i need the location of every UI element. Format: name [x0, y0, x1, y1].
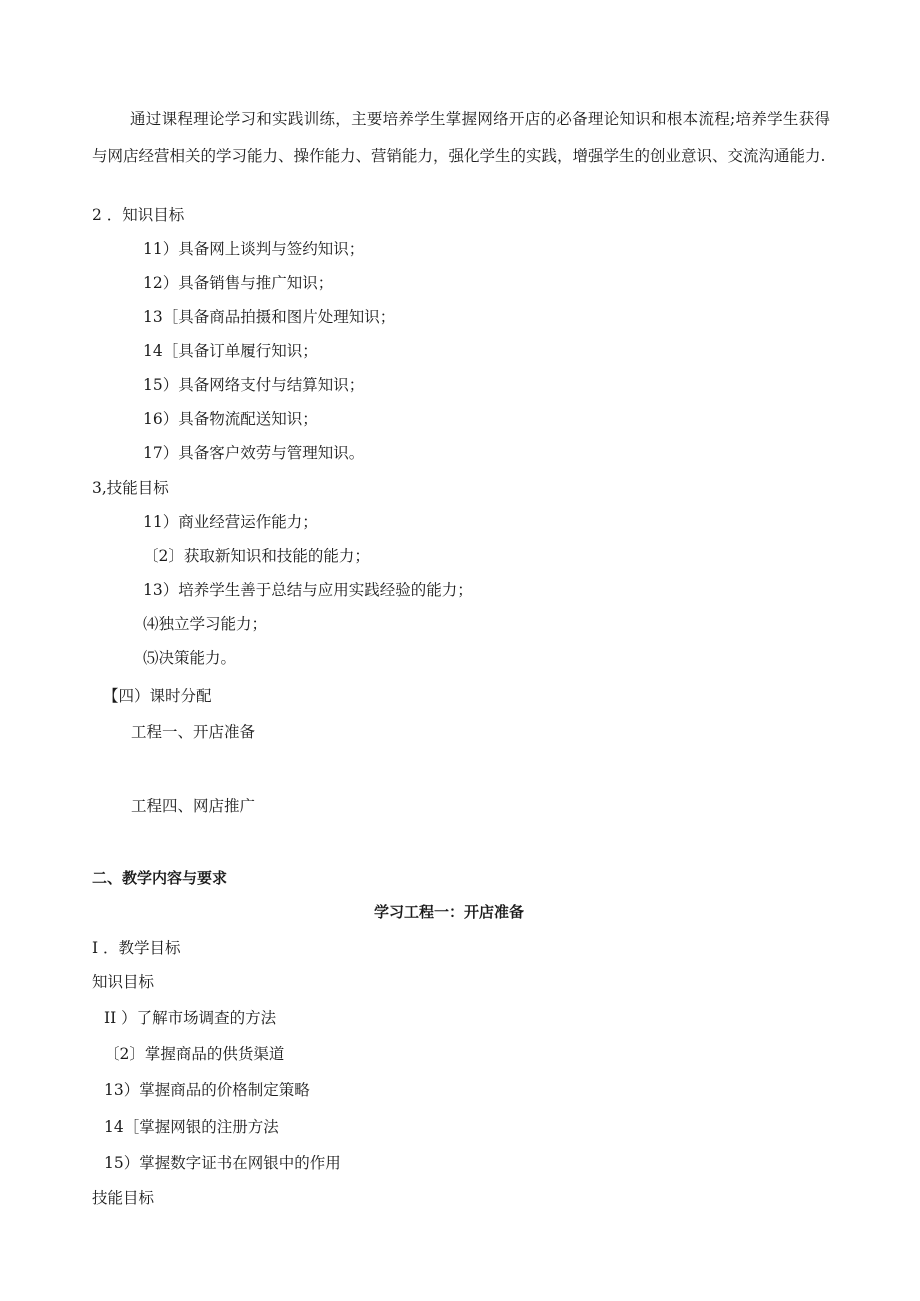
- section-heading: 二、教学内容与要求: [92, 869, 228, 887]
- skill-goal-item: 11）商业经营运作能力；: [143, 513, 318, 531]
- skill-goal-item: 13）培养学生善于总结与应用实践经验的能力；: [143, 581, 473, 599]
- knowledge-goal-item: 14［具备订单履行知识；: [143, 342, 318, 360]
- teaching-goals-heading: I ．教学目标: [92, 939, 181, 957]
- hours-item: 工程一、开店准备: [131, 723, 256, 741]
- knowledge-goal-item: 11）具备网上谈判与签约知识；: [143, 240, 365, 258]
- teaching-item: 〔2〕掌握商品的供货渠道: [104, 1045, 285, 1063]
- knowledge-goal-item: 12）具备销售与推广知识；: [143, 274, 334, 292]
- skill-goal-item: ⑸决策能力。: [143, 649, 237, 667]
- knowledge-goal-item: 16）具备物流配送知识；: [143, 410, 318, 428]
- teaching-item: 14［掌握网银的注册方法: [104, 1118, 279, 1136]
- skill-heading: 技能目标: [92, 1189, 155, 1207]
- skill-goal-item: ⑷独立学习能力；: [143, 615, 268, 633]
- project-title: 学习工程一：开店准备: [374, 903, 525, 921]
- skill-goal-item: 〔2〕获取新知识和技能的能力；: [143, 547, 370, 565]
- knowledge-heading: 知识目标: [92, 973, 155, 991]
- knowledge-goal-item: 13［具备商品拍摄和图片处理知识；: [143, 308, 396, 326]
- knowledge-goal-item: 17）具备客户效劳与管理知识。: [143, 444, 365, 462]
- hours-heading: 【四）课时分配: [103, 687, 212, 705]
- hours-item: 工程四、网店推广: [131, 797, 256, 815]
- skill-goals-heading: 3,技能目标: [92, 479, 169, 497]
- knowledge-goal-item: 15）具备网络支付与结算知识；: [143, 376, 365, 394]
- knowledge-goals-heading: 2 ．知识目标: [92, 206, 185, 224]
- teaching-item: 13）掌握商品的价格制定策略: [104, 1081, 310, 1099]
- intro-paragraph: 通过课程理论学习和实践训练，主要培养学生掌握网络开店的必备理论知识和根本流程;培养学生获得与网店经营相关的学习能力、操作能力、营销能力，强化学生的实践，增强学生的创业意识、交流沟通能力.: [92, 110, 830, 165]
- teaching-item: II ）了解市场调查的方法: [104, 1009, 277, 1027]
- teaching-item: 15）掌握数字证书在网银中的作用: [104, 1154, 341, 1172]
